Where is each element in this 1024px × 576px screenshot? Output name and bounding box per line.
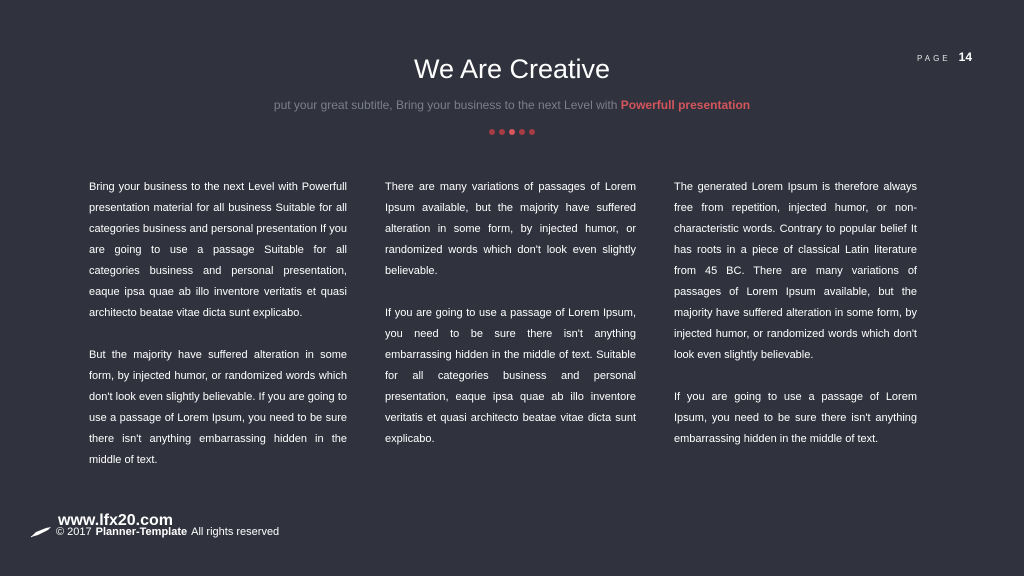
footer bbox=[30, 526, 279, 538]
pen-icon bbox=[30, 526, 52, 538]
text-column-2 bbox=[385, 177, 636, 471]
decorative-dots bbox=[0, 129, 1024, 135]
dot-active bbox=[509, 129, 515, 135]
watermark-text: www.lfx20.com bbox=[58, 512, 173, 529]
dot bbox=[519, 129, 525, 135]
footer-brand: Planner-Template bbox=[95, 526, 188, 538]
column-paragraph: There are many variations of passages of Lorem Ipsum available, but the majority have suffered alteration in some form, by injected humor, or randomized words which don't look even slightly believable. bbox=[385, 181, 636, 277]
text-column-3 bbox=[674, 177, 917, 471]
column-paragraph: But the majority have suffered alteration in some form, by injected humor, or randomized words which don't look even slightly believable. If you are going to use a passage of Lorem Ipsum, you need to be sure there isn't anything embarrassing hidden in the middle of text. bbox=[89, 349, 347, 466]
dot bbox=[529, 129, 535, 135]
slide-title: We Are Creative bbox=[413, 54, 611, 84]
column-paragraph: If you are going to use a passage of Lorem Ipsum, you need to be sure there isn't anything embarrassing hidden in the middle of text. bbox=[674, 391, 917, 445]
page-number: 14 bbox=[958, 50, 972, 64]
subtitle-text: put your great subtitle, Bring your business to the next Level with bbox=[273, 98, 621, 112]
column-paragraph: The generated Lorem Ipsum is therefore always free from repetition, injected humor, or non-characteristic words. Contrary to popular belief It has roots in a piece of classical Latin literature from 45 BC. There are many variations of passages of Lorem Ipsum available, but the majority have suffered alteration in some form, by injected humor, or randomized words which don't look even slightly believable. bbox=[674, 181, 917, 361]
slide-subtitle bbox=[0, 98, 1024, 112]
subtitle-highlight: Powerfull presentation bbox=[620, 98, 751, 112]
column-paragraph: Bring your business to the next Level with Powerfull presentation material for all business Suitable for all categories business and personal presentation If you are going to use a passage Suitable for all categories business and personal presentation, eaque ipsa quae ab illo inventore veritatis et quasi architecto beatae vitae dicta sunt explicabo. bbox=[89, 181, 347, 319]
text-column-1 bbox=[89, 177, 347, 492]
footer-rights: All rights reserved bbox=[191, 526, 280, 538]
column-paragraph: If you are going to use a passage of Lorem Ipsum, you need to be sure there isn't anything embarrassing hidden in the middle of text. Suitable for all categories business and personal presentation, eaque ipsa quae ab illo inventore veritatis et quasi architecto beatae vitae dicta sunt explicabo. bbox=[385, 307, 636, 445]
dot bbox=[499, 129, 505, 135]
page-label: PAGE bbox=[917, 54, 951, 63]
copyright-prefix: © 2017 bbox=[56, 526, 92, 538]
dot bbox=[489, 129, 495, 135]
